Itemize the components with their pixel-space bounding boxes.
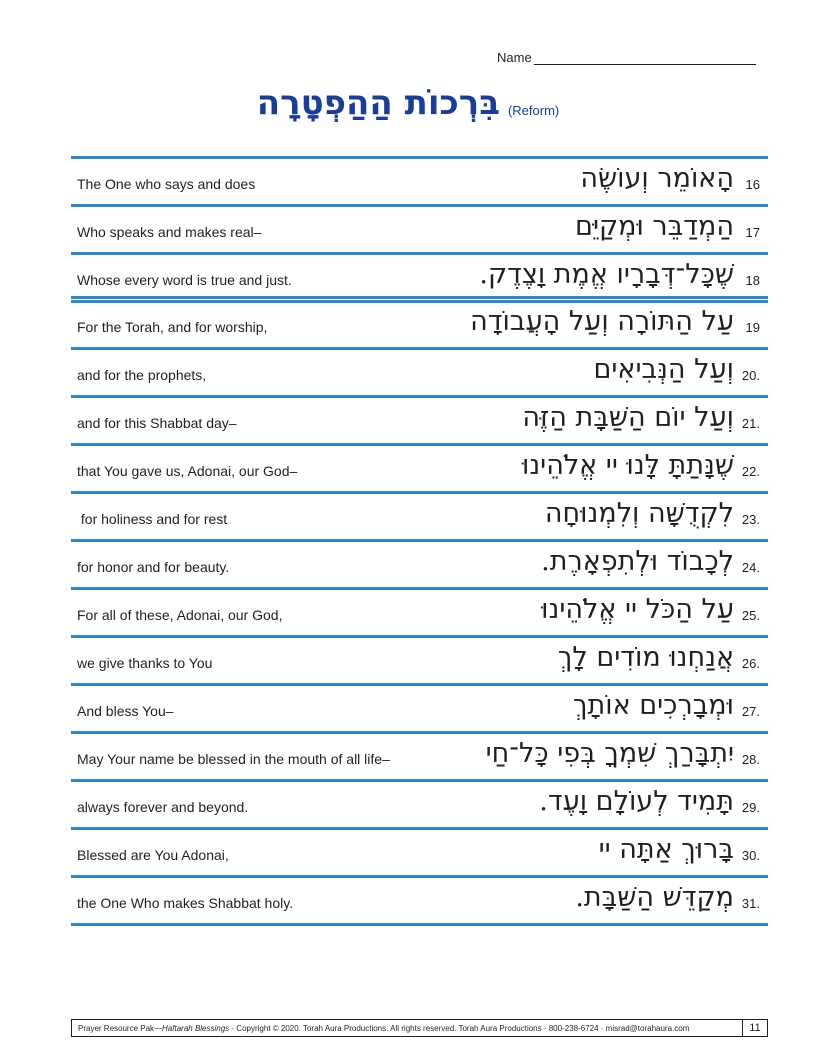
hebrew-text: תָּמִיד לְעוֹלָם וָעֶד.: [539, 786, 734, 817]
table-row: [71, 398, 768, 446]
line-number: 31.: [741, 896, 760, 911]
line-number: 23.: [741, 512, 760, 527]
english-text: The One who says and does: [77, 176, 256, 192]
english-text: the One Who makes Shabbat holy.: [77, 895, 294, 911]
table-row: [71, 638, 768, 686]
table-row: [71, 446, 768, 494]
footer-suffix: · Copyright © 2020. Torah Aura Productions. All rights reserved. Torah Aura Productions · 800-238-6724 · misrad@torahaura.com: [229, 1023, 690, 1033]
line-number: 26.: [741, 656, 760, 671]
english-text: Who speaks and makes real–: [77, 224, 262, 240]
hebrew-text: הַמְדַבֵּר וּמְקַיֵּם: [575, 211, 734, 242]
english-text: and for this Shabbat day–: [77, 415, 237, 431]
table-row: [71, 590, 768, 638]
title-hebrew: בִּרְכוֹת הַהַפְטָרָה: [256, 83, 500, 123]
line-number: 25.: [741, 608, 760, 623]
name-label: Name: [497, 50, 532, 65]
line-number: 20.: [741, 368, 760, 383]
hebrew-text: שֶׁכָּל־דְּבָרָיו אֱמֶת וָצֶדֶק.: [479, 259, 734, 290]
page-title: [0, 83, 816, 123]
line-number: 30.: [741, 848, 760, 863]
table-row: [71, 734, 768, 782]
english-text: For the Torah, and for worship,: [77, 319, 268, 335]
line-number: 24.: [741, 560, 760, 575]
english-text: we give thanks to You: [77, 655, 213, 671]
table-row: [71, 350, 768, 398]
table-row: [71, 542, 768, 590]
name-blank-line: [534, 52, 756, 65]
hebrew-text: הָאוֹמֵר וְעוֹשֶׂה: [580, 163, 734, 194]
hebrew-text: יִתְבָּרַךְ שִׁמְךָ בְּפִי כָּל־חַי: [485, 738, 734, 769]
page-number: 11: [742, 1020, 767, 1036]
line-number: 29.: [741, 800, 760, 815]
line-number: 16: [745, 177, 760, 192]
table-row: [71, 207, 768, 255]
footer-copyright: [72, 1024, 742, 1033]
hebrew-text: שֶׁנָּתַתָּ לָּנוּ יי אֱלֹהֵינוּ: [521, 450, 734, 481]
english-text: for holiness and for rest: [77, 511, 228, 527]
line-number: 22.: [741, 464, 760, 479]
line-number: 21.: [741, 416, 760, 431]
hebrew-text: וּמְבָרְכִים אוֹתָךְ: [572, 690, 734, 721]
english-text: Whose every word is true and just.: [77, 272, 292, 288]
title-note: (Reform): [507, 103, 560, 118]
line-number: 27.: [741, 704, 760, 719]
english-text: that You gave us, Adonai, our God–: [77, 463, 298, 479]
table-row: [71, 782, 768, 830]
table-row: [71, 302, 768, 350]
footer-italic: Haftarah Blessings: [162, 1023, 230, 1033]
line-number: 28.: [741, 752, 760, 767]
line-number: 18: [745, 273, 760, 288]
line-number: 17: [745, 225, 760, 240]
hebrew-text: וְעַל יוֹם הַשַּׁבָּת הַזֶּה: [522, 402, 734, 433]
footer-prefix: Prayer Resource Pak—: [78, 1023, 163, 1033]
hebrew-text: וְעַל הַנְּבִיאִים: [593, 354, 734, 385]
page-footer: [71, 1019, 768, 1037]
table-row: [71, 159, 768, 207]
hebrew-text: עַל הַכֹּל יי אֱלֹהֵינוּ: [541, 594, 734, 625]
line-number: 19: [745, 320, 760, 335]
english-text: Blessed are You Adonai,: [77, 847, 229, 863]
table-row: [71, 494, 768, 542]
english-text: And bless You–: [77, 703, 174, 719]
table-row: [71, 878, 768, 926]
table-row: [71, 686, 768, 734]
table-row: [71, 830, 768, 878]
name-field: [497, 50, 756, 65]
hebrew-text: עַל הַתּוֹרָה וְעַל הָעֲבוֹדָה: [470, 306, 734, 337]
english-text: always forever and beyond.: [77, 799, 249, 815]
hebrew-text: מְקַדֵּשׁ הַשַּׁבָּת.: [575, 882, 734, 913]
hebrew-text: לִקְדֻשָּׁה וְלִמְנוּחָה: [544, 498, 734, 529]
table-row: [71, 255, 768, 303]
english-text: May Your name be blessed in the mouth of all life–: [77, 751, 390, 767]
hebrew-text: לְכָבוֹד וּלְתִפְאָרֶת.: [541, 546, 734, 577]
english-text: and for the prophets,: [77, 367, 207, 383]
hebrew-text: בָּרוּךְ אַתָּה יי: [598, 834, 734, 865]
english-text: For all of these, Adonai, our God,: [77, 607, 283, 623]
english-text: for honor and for beauty.: [77, 559, 230, 575]
hebrew-text: אֲנַחְנוּ מוֹדִים לָךְ: [557, 642, 734, 673]
